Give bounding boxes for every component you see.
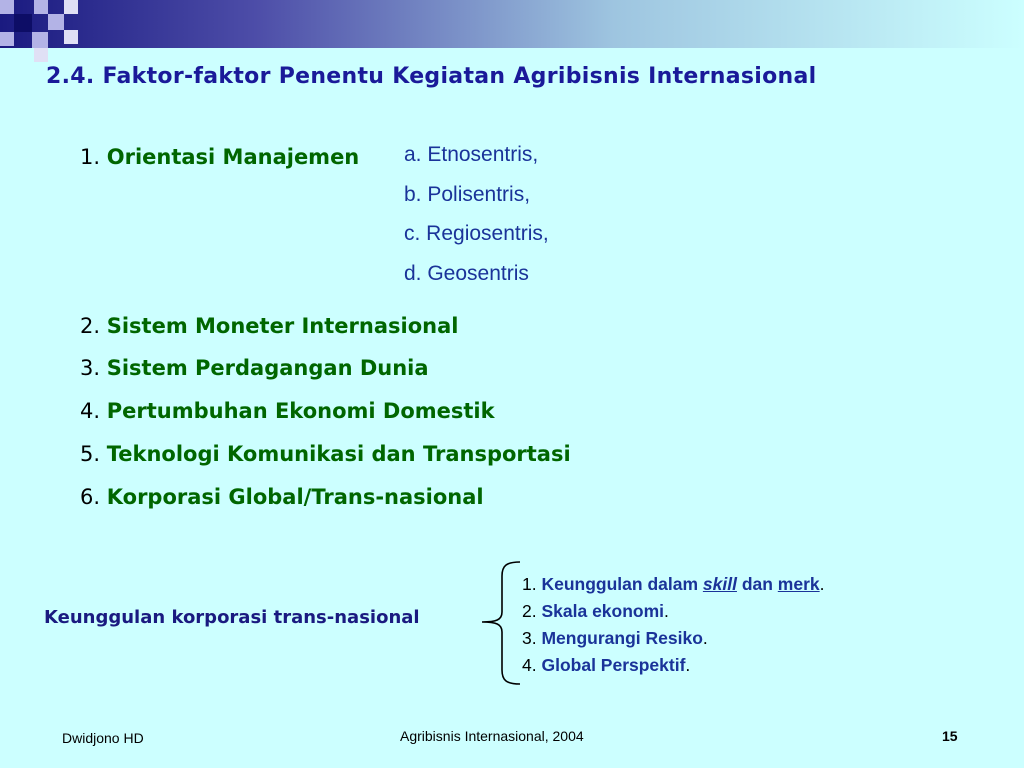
advantage-period: . [819,574,825,594]
footer-author: Dwidjono HD [62,730,144,746]
factor-item-4 [80,399,495,423]
factor-item-5 [80,442,571,466]
factor-label: Sistem Moneter Internasional [106,314,459,338]
decor-square-7 [32,32,48,48]
orientasi-sub-1: a. Etnosentris, [404,143,539,166]
page-number: 15 [942,728,958,744]
factor-number: 1. [80,145,101,169]
advantage-period: . [685,655,691,675]
factor-number: 3. [80,356,101,380]
footer-course: Agribisnis Internasional, 2004 [400,728,584,744]
decor-square-9 [34,48,48,62]
advantage-item-1 [522,574,825,595]
advantage-item-4 [522,655,690,676]
advantage-item-2 [522,601,669,622]
advantage-text: Global Perspektif [541,655,686,675]
advantage-skill: skill [702,574,737,594]
factor-label: Teknologi Komunikasi dan Transportasi [106,442,571,466]
factor-label: Sistem Perdagangan Dunia [106,356,429,380]
header-gradient-bar [0,0,1024,48]
factor-item-2 [80,314,458,338]
keunggulan-label: Keunggulan korporasi trans-nasional [44,607,420,628]
factor-number: 2. [80,314,101,338]
advantage-item-3 [522,628,708,649]
factor-item-6 [80,485,484,509]
factor-number: 5. [80,442,101,466]
factor-item-3 [80,356,429,380]
advantage-text: Keunggulan dalam [541,574,703,594]
decor-square-8 [64,30,78,44]
decor-square-3 [34,0,48,14]
orientasi-sub-2: b. Polisentris, [404,183,531,206]
advantage-merk: merk [777,574,820,594]
advantage-number: 3. [522,628,537,648]
factor-label: Orientasi Manajemen [106,145,360,169]
slide-title: 2.4. Faktor-faktor Penentu Kegiatan Agribisnis Internasional [46,64,817,89]
advantage-period: . [702,628,708,648]
decor-square-5 [64,0,78,14]
factor-number: 6. [80,485,101,509]
advantage-text: Mengurangi Resiko [541,628,703,648]
curly-brace-icon [478,560,522,686]
factor-item-1 [80,145,359,169]
factor-label: Pertumbuhan Ekonomi Domestik [106,399,495,423]
factor-number: 4. [80,399,101,423]
factor-label: Korporasi Global/Trans-nasional [106,485,484,509]
advantage-number: 2. [522,601,537,621]
orientasi-sub-4: d. Geosentris [404,262,529,285]
advantage-text: Skala ekonomi [541,601,665,621]
advantage-period: . [664,601,669,621]
decor-square-6 [0,32,14,46]
orientasi-sub-3: c. Regiosentris, [404,222,549,245]
decor-square-2 [14,14,32,32]
advantage-number: 4. [522,655,537,675]
advantage-number: 1. [522,574,537,594]
decor-square-4 [48,14,64,30]
advantage-text-dan: dan [736,574,778,594]
decor-square-1 [0,0,14,14]
